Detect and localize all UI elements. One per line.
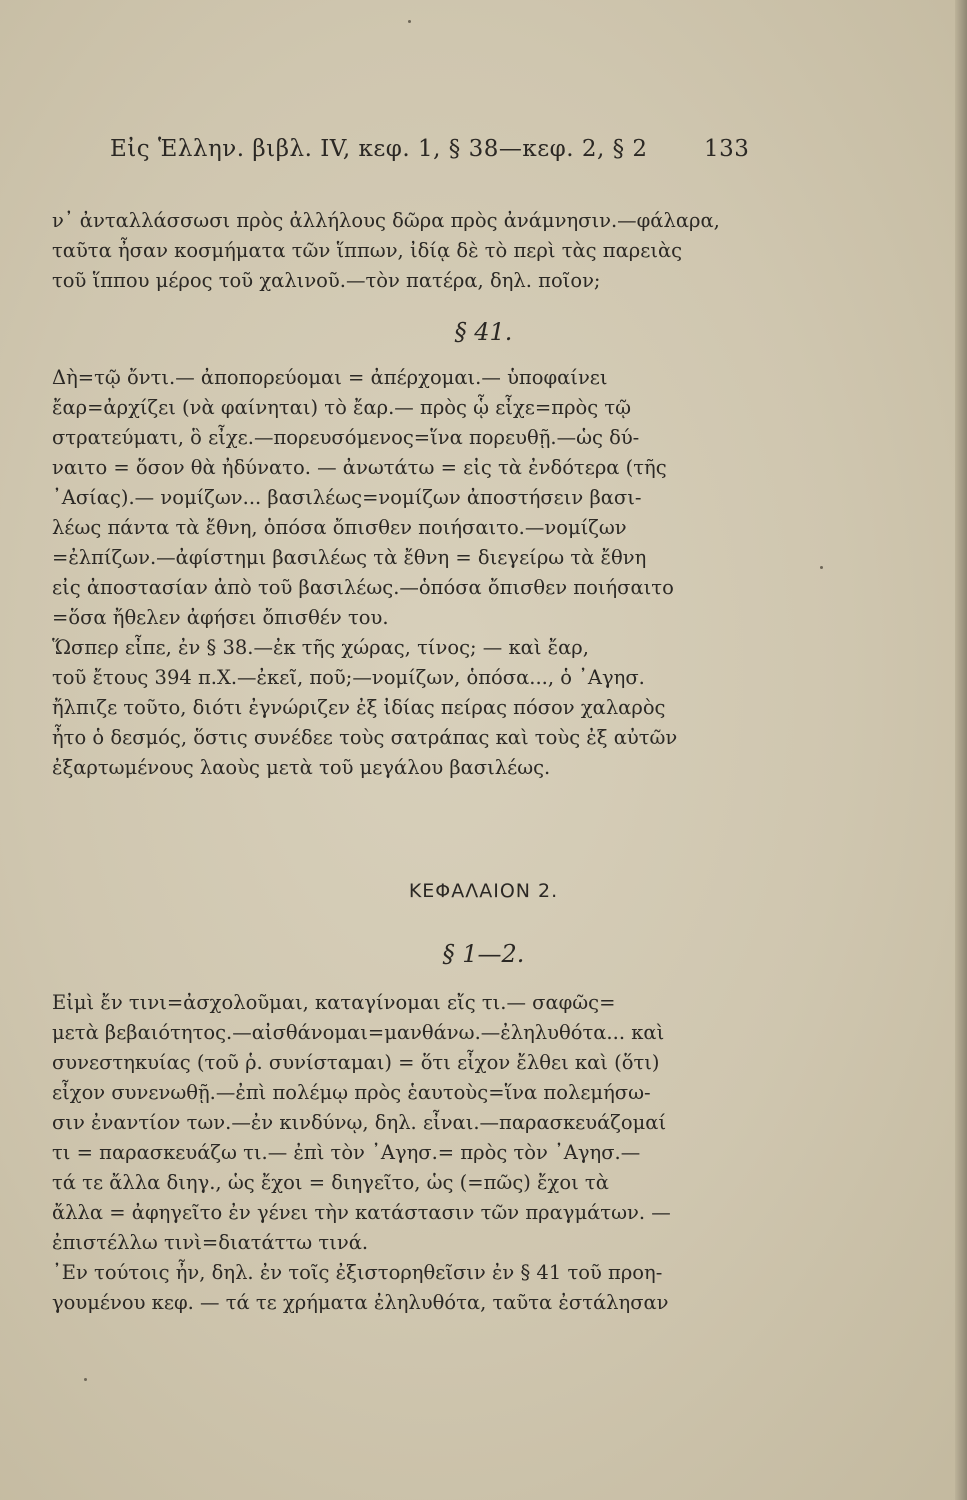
text-line: ἤλπιζε τοῦτο, διότι ἐγνώριζεν ἐξ ἰδίας πείρας πόσον χαλαρὸς: [52, 696, 666, 719]
text-line: τι = παρασκευάζω τι.— ἐπὶ τὸν ᾿Αγησ.= πρὸς τὸν ᾿Αγησ.—: [52, 1141, 641, 1164]
paper-speck: [408, 20, 411, 23]
section-heading-1-2: § 1—2.: [442, 940, 525, 968]
page-number: 133: [704, 136, 750, 162]
text-line: ἦτο ὁ δεσμός, ὅστις συνέδεε τοὺς σατράπας καὶ τοὺς ἐξ αὐτῶν: [52, 726, 678, 749]
running-title: Εἰς Ἑλλην. βιβλ. IV, κεφ. 1, § 38—κεφ. 2, § 2: [110, 136, 648, 162]
text-line: Ὥσπερ εἶπε, ἐν § 38.—ἐκ τῆς χώρας, τίνος; — καὶ ἔαρ,: [52, 636, 589, 659]
text-line: ἐξαρτωμένους λαοὺς μετὰ τοῦ μεγάλου βασιλέως.: [52, 756, 551, 779]
text-line: Δὴ=τῷ ὄντι.— ἀποπορεύομαι = ἀπέρχομαι.— ὑποφαίνει: [52, 366, 608, 389]
text-line: ἐπιστέλλω τινὶ=διατάττω τινά.: [52, 1231, 369, 1254]
text-line: λέως πάντα τὰ ἔθνη, ὁπόσα ὄπισθεν ποιήσαιτο.—νομίζων: [52, 516, 627, 539]
text-line: σιν ἐναντίον των.—ἐν κινδύνῳ, δηλ. εἶναι.—παρασκευάζομαί: [52, 1111, 667, 1134]
text-line: ᾿Εν τούτοις ἦν, δηλ. ἐν τοῖς ἐξιστορηθεῖσιν ἐν § 41 τοῦ προη-: [52, 1261, 663, 1284]
text-line: ταῦτα ἦσαν κοσμήματα τῶν ἵππων, ἰδίᾳ δὲ τὸ περὶ τὰς παρειὰς: [52, 239, 683, 262]
running-header: [110, 136, 750, 162]
text-line: =ὅσα ἤθελεν ἀφήσει ὄπισθέν του.: [52, 606, 389, 629]
text-line: τοῦ ἵππου μέρος τοῦ χαλινοῦ.—τὸν πατέρα, δηλ. ποῖον;: [52, 269, 601, 292]
text-line: ν᾽ ἀνταλλάσσωσι πρὸς ἀλλήλους δῶρα πρὸς ἀνάμνησιν.—φάλαρα,: [52, 209, 720, 232]
text-line: ἄλλα = ἀφηγεῖτο ἐν γένει τὴν κατάστασιν τῶν πραγμάτων. —: [52, 1201, 671, 1224]
top-paragraph: [52, 206, 762, 296]
section-heading-41: § 41.: [454, 318, 513, 346]
text-line: ἔαρ=ἀρχίζει (νὰ φαίνηται) τὸ ἔαρ.— πρὸς ᾧ εἶχε=πρὸς τῷ: [52, 396, 632, 419]
text-line: γουμένου κεφ. — τά τε χρήματα ἐληλυθότα, ταῦτα ἐστάλησαν: [52, 1291, 669, 1314]
text-line: ᾿Ασίας).— νομίζων... βασιλέως=νομίζων ἀποστήσειν βασι-: [52, 486, 642, 509]
section-1-2-body: [52, 988, 762, 1318]
text-line: ναιτο = ὅσον θὰ ἠδύνατο. — ἀνωτάτω = εἰς τὰ ἐνδότερα (τῆς: [52, 456, 667, 479]
section-41-body: [52, 363, 762, 783]
text-line: στρατεύματι, ὃ εἶχε.—πορευσόμενος=ἵνα πορευθῇ.—ὡς δύ-: [52, 426, 640, 449]
text-line: εἰς ἀποστασίαν ἀπὸ τοῦ βασιλέως.—ὁπόσα ὄπισθεν ποιήσαιτο: [52, 576, 674, 599]
text-line: συνεστηκυίας (τοῦ ῥ. συνίσταμαι) = ὅτι εἶχον ἔλθει καὶ (ὅτι): [52, 1051, 660, 1074]
text-line: =ἐλπίζων.—ἀφίστημι βασιλέως τὰ ἔθνη = διεγείρω τὰ ἔθνη: [52, 546, 647, 569]
text-line: εἶχον συνενωθῇ.—ἐπὶ πολέμῳ πρὸς ἑαυτοὺς=ἵνα πολεμήσω-: [52, 1081, 651, 1104]
text-line: Εἰμὶ ἔν τινι=ἀσχολοῦμαι, καταγίνομαι εἴς τι.— σαφῶς=: [52, 991, 616, 1014]
text-line: τοῦ ἔτους 394 π.Χ.—ἐκεῖ, ποῦ;—νομίζων, ὁπόσα..., ὁ ᾿Αγησ.: [52, 666, 645, 689]
paper-speck: [84, 1378, 87, 1381]
paper-speck: [820, 566, 823, 569]
text-line: τά τε ἄλλα διηγ., ὡς ἔχοι = διηγεῖτο, ὡς (=πῶς) ἔχοι τὰ: [52, 1171, 609, 1194]
chapter-heading: ΚΕΦΑΛΑΙΟΝ 2.: [408, 880, 559, 902]
page-edge-shadow: [955, 0, 967, 1500]
text-line: μετὰ βεβαιότητος.—αἰσθάνομαι=μανθάνω.—ἐληλυθότα... καὶ: [52, 1021, 665, 1044]
